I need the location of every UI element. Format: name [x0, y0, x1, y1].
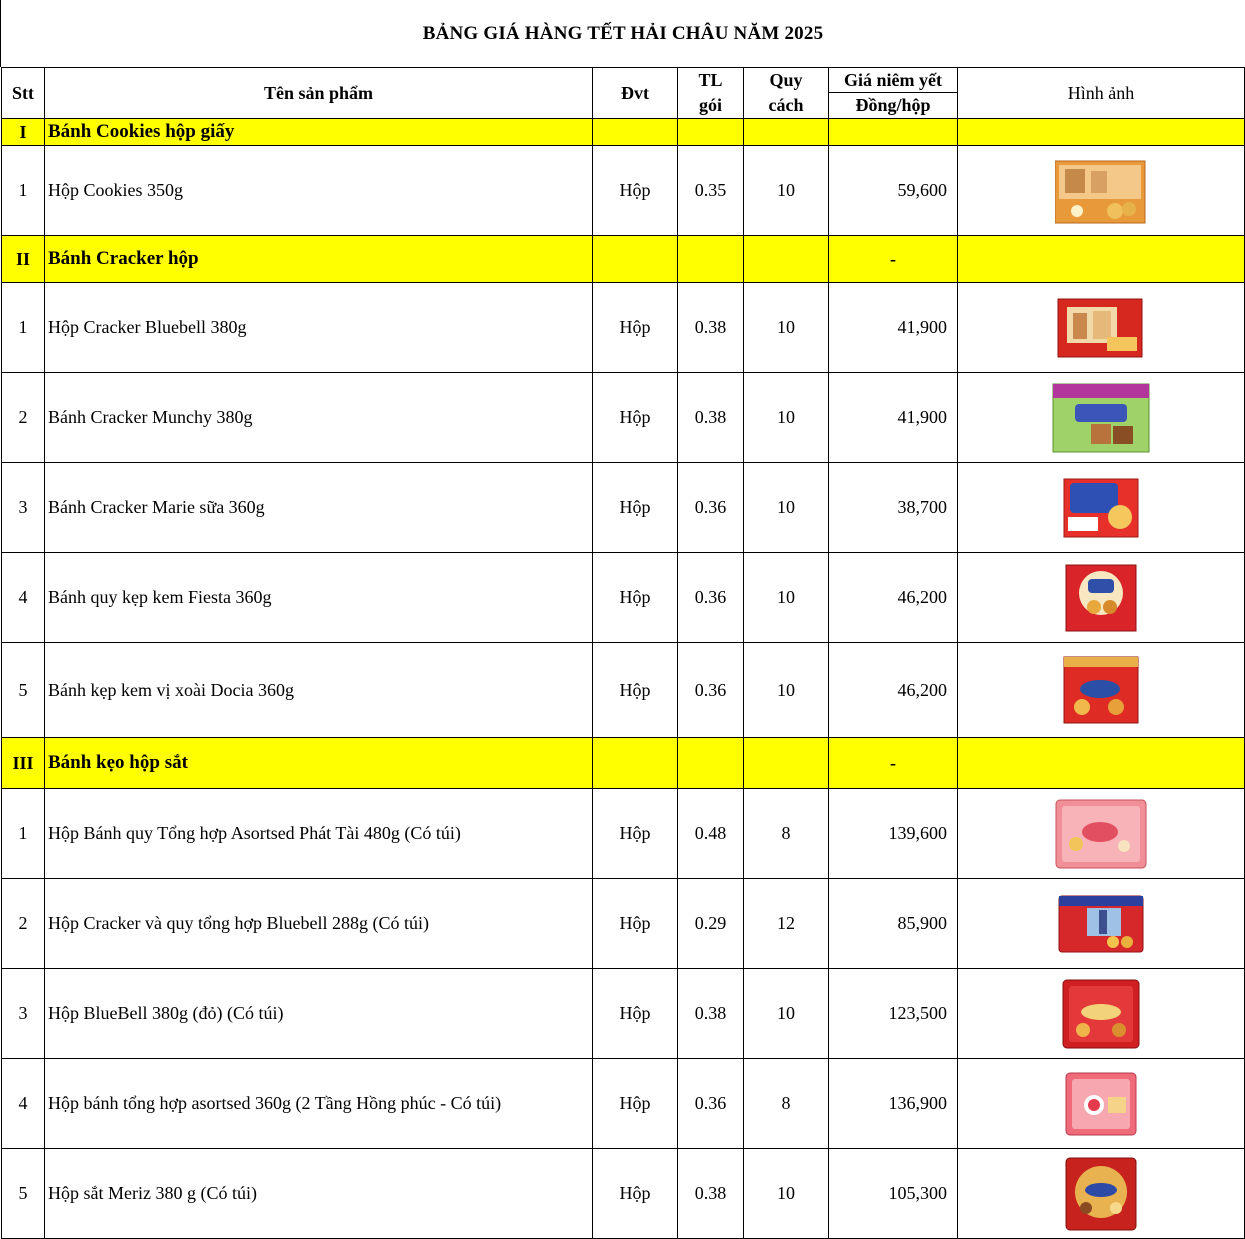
section-roman: II [2, 236, 45, 283]
table-row [2, 789, 1245, 879]
row-price: 105,300 [829, 1149, 958, 1239]
section-name: Bánh Cracker hộp [45, 236, 593, 283]
row-unit: Hộp [593, 373, 678, 463]
row-weight: 0.36 [678, 643, 744, 738]
table-row [2, 1059, 1245, 1149]
row-unit: Hộp [593, 1059, 678, 1149]
table-row [2, 879, 1245, 969]
docia-box-icon [1062, 655, 1140, 725]
row-pack: 10 [744, 643, 829, 738]
row-weight: 0.36 [678, 553, 744, 643]
row-name: Hộp bánh tổng hợp asortsed 360g (2 Tầng Hồng phúc - Có túi) [45, 1059, 593, 1149]
section-roman: III [2, 738, 45, 789]
row-pack: 10 [744, 969, 829, 1059]
row-pack: 10 [744, 463, 829, 553]
row-image [958, 1149, 1245, 1239]
row-unit: Hộp [593, 146, 678, 236]
meriz-tin-icon [1064, 1156, 1138, 1232]
row-name: Hộp sắt Meriz 380 g (Có túi) [45, 1149, 593, 1239]
section-row [2, 236, 1245, 283]
row-pack: 8 [744, 1059, 829, 1149]
row-image [958, 283, 1245, 373]
row-stt: 3 [2, 969, 45, 1059]
row-name: Hộp Bánh quy Tổng hợp Asortsed Phát Tài 480g (Có túi) [45, 789, 593, 879]
row-weight: 0.38 [678, 969, 744, 1059]
header-name: Tên sản phẩm [45, 68, 593, 119]
row-price: 59,600 [829, 146, 958, 236]
row-image [958, 1059, 1245, 1149]
hong-phuc-tin-icon [1064, 1071, 1138, 1137]
table-row [2, 373, 1245, 463]
row-image [958, 463, 1245, 553]
row-weight: 0.35 [678, 146, 744, 236]
header-stt: Stt [2, 68, 45, 119]
table-row [2, 643, 1245, 738]
page-title: BẢNG GIÁ HÀNG TẾT HẢI CHÂU NĂM 2025 [0, 0, 1245, 67]
row-unit: Hộp [593, 463, 678, 553]
header-weight [678, 68, 744, 119]
section-price-mark: - [829, 738, 958, 789]
row-name: Bánh quy kẹp kem Fiesta 360g [45, 553, 593, 643]
header-price [829, 68, 958, 119]
row-name: Bánh Cracker Marie sữa 360g [45, 463, 593, 553]
cookies-box-icon [1055, 157, 1147, 225]
header-pack-line1: Quy [769, 70, 803, 90]
row-price: 136,900 [829, 1059, 958, 1149]
row-name: Hộp Cracker Bluebell 380g [45, 283, 593, 373]
row-pack: 10 [744, 373, 829, 463]
munchy-box-icon [1051, 382, 1151, 454]
row-stt: 2 [2, 373, 45, 463]
row-pack: 12 [744, 879, 829, 969]
row-stt: 1 [2, 789, 45, 879]
row-stt: 3 [2, 463, 45, 553]
row-unit: Hộp [593, 283, 678, 373]
row-image [958, 879, 1245, 969]
row-image [958, 643, 1245, 738]
row-stt: 4 [2, 1059, 45, 1149]
header-pack [744, 68, 829, 119]
header-unit: Đvt [593, 68, 678, 119]
row-unit: Hộp [593, 643, 678, 738]
row-price: 41,900 [829, 283, 958, 373]
row-unit: Hộp [593, 1149, 678, 1239]
table-row [2, 553, 1245, 643]
table-row [2, 969, 1245, 1059]
row-pack: 10 [744, 146, 829, 236]
row-weight: 0.38 [678, 1149, 744, 1239]
row-weight: 0.29 [678, 879, 744, 969]
row-price: 139,600 [829, 789, 958, 879]
section-roman: I [2, 119, 45, 146]
header-price-line1: Giá niêm yết [829, 68, 957, 93]
header-weight-line1: TL [698, 70, 723, 90]
row-name: Hộp BlueBell 380g (đỏ) (Có túi) [45, 969, 593, 1059]
row-unit: Hộp [593, 879, 678, 969]
phat-tai-tin-icon [1054, 798, 1148, 870]
header-image: Hình ảnh [958, 68, 1245, 119]
header-pack-line2: cách [768, 95, 804, 115]
section-price-mark: - [829, 236, 958, 283]
row-name: Bánh kẹp kem vị xoài Docia 360g [45, 643, 593, 738]
row-pack: 10 [744, 1149, 829, 1239]
row-image [958, 553, 1245, 643]
row-pack: 8 [744, 789, 829, 879]
row-stt: 1 [2, 146, 45, 236]
section-name: Bánh kẹo hộp sắt [45, 738, 593, 789]
row-name: Hộp Cookies 350g [45, 146, 593, 236]
row-price: 85,900 [829, 879, 958, 969]
row-image [958, 146, 1245, 236]
section-name: Bánh Cookies hộp giấy [45, 119, 593, 146]
row-stt: 1 [2, 283, 45, 373]
row-weight: 0.48 [678, 789, 744, 879]
row-weight: 0.36 [678, 1059, 744, 1149]
fiesta-box-icon [1064, 563, 1138, 633]
row-image [958, 373, 1245, 463]
row-image [958, 969, 1245, 1059]
row-stt: 2 [2, 879, 45, 969]
header-price-line2: Đồng/hộp [855, 95, 931, 115]
table-header-row [2, 68, 1245, 119]
row-pack: 10 [744, 283, 829, 373]
row-unit: Hộp [593, 969, 678, 1059]
row-price: 38,700 [829, 463, 958, 553]
section-row [2, 738, 1245, 789]
bluebell-tin-icon [1057, 894, 1145, 954]
row-unit: Hộp [593, 789, 678, 879]
marie-box-icon [1062, 477, 1140, 539]
bluebell-red-tin-icon [1061, 978, 1141, 1050]
row-price: 41,900 [829, 373, 958, 463]
bluebell-box-icon [1057, 297, 1145, 359]
row-price: 46,200 [829, 643, 958, 738]
price-table [1, 67, 1245, 1239]
row-weight: 0.36 [678, 463, 744, 553]
row-stt: 5 [2, 643, 45, 738]
table-row [2, 463, 1245, 553]
table-row [2, 146, 1245, 236]
row-price: 46,200 [829, 553, 958, 643]
row-unit: Hộp [593, 553, 678, 643]
row-price: 123,500 [829, 969, 958, 1059]
table-row [2, 283, 1245, 373]
section-price-mark [829, 119, 958, 146]
row-name: Hộp Cracker và quy tổng hợp Bluebell 288g (Có túi) [45, 879, 593, 969]
row-pack: 10 [744, 553, 829, 643]
row-stt: 4 [2, 553, 45, 643]
row-stt: 5 [2, 1149, 45, 1239]
section-row [2, 119, 1245, 146]
row-image [958, 789, 1245, 879]
row-weight: 0.38 [678, 283, 744, 373]
header-weight-line2: gói [698, 95, 722, 115]
row-name: Bánh Cracker Munchy 380g [45, 373, 593, 463]
row-weight: 0.38 [678, 373, 744, 463]
table-row [2, 1149, 1245, 1239]
